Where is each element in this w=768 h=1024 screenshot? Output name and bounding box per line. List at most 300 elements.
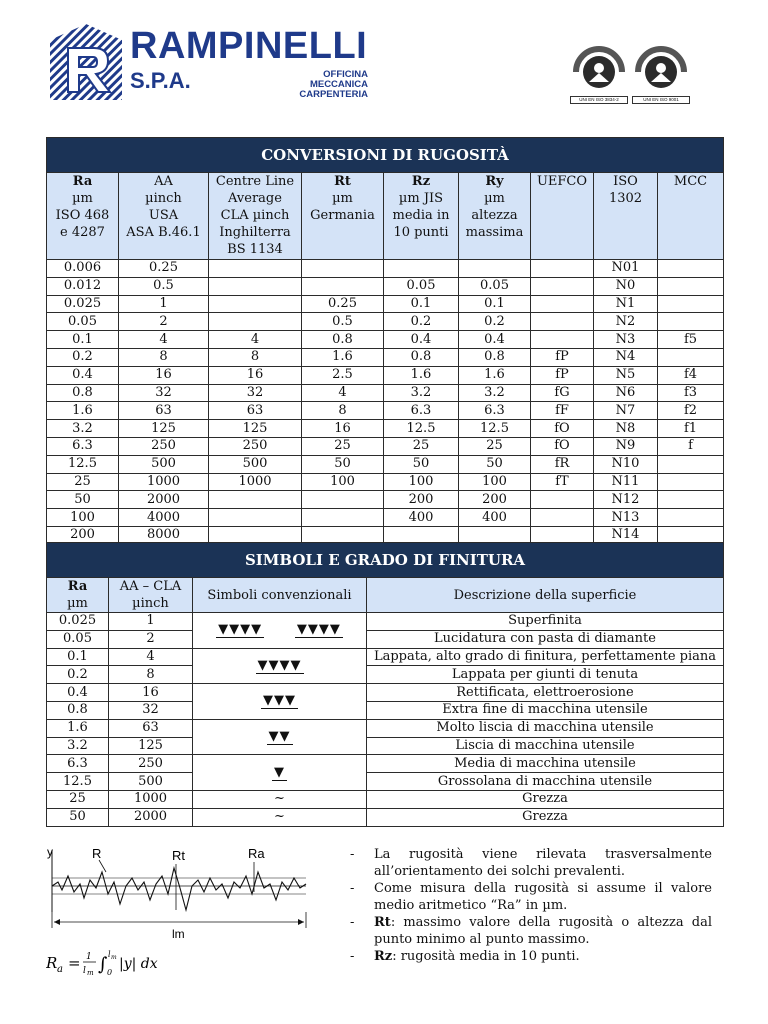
- table-cell: 250: [109, 755, 193, 773]
- table-cell: N4: [594, 348, 658, 366]
- table-cell: 0.05: [47, 630, 109, 648]
- svg-text:a: a: [57, 964, 63, 975]
- table-cell: 1.6: [302, 348, 384, 366]
- table-cell: 0.4: [459, 331, 531, 349]
- table-cell: fR: [531, 455, 594, 473]
- finish-symbol-cell: ~: [193, 790, 367, 808]
- table-cell: 1.6: [47, 402, 119, 420]
- table-cell: 1.6: [459, 366, 531, 384]
- table-cell: 1000: [109, 790, 193, 808]
- table-cell: 25: [459, 437, 531, 455]
- column-header-line: e 4287: [60, 225, 105, 240]
- brand-name: RAMPINELLI: [130, 25, 368, 67]
- table-cell: 100: [384, 473, 459, 491]
- surface-description: Lucidatura con pasta di diamante: [367, 630, 724, 648]
- header-label: AA – CLA: [119, 579, 182, 594]
- certification-badge: [632, 42, 690, 104]
- table-cell: 0.8: [302, 331, 384, 349]
- note-item: [350, 948, 712, 965]
- table-cell: 0.05: [459, 277, 531, 295]
- svg-text:=: =: [68, 954, 81, 972]
- table-row: [47, 384, 724, 402]
- table-row: [47, 630, 724, 648]
- table-cell: 2000: [109, 808, 193, 826]
- table-cell: 200: [47, 526, 119, 544]
- column-header: [384, 173, 459, 260]
- table-cell: N6: [594, 384, 658, 402]
- column-header-symbol: Rz: [411, 174, 431, 189]
- header-unit: µm: [67, 596, 88, 611]
- svg-text:m: m: [87, 969, 94, 977]
- table-cell: [302, 491, 384, 509]
- table-cell: N11: [594, 473, 658, 491]
- table-cell: 0.2: [459, 313, 531, 331]
- table-cell: [531, 313, 594, 331]
- brand-tagline: [294, 70, 368, 100]
- table-cell: fT: [531, 473, 594, 491]
- table-cell: 250: [209, 437, 302, 455]
- table-cell: 25: [302, 437, 384, 455]
- column-header-line: media in: [392, 208, 450, 223]
- table-cell: 4: [109, 648, 193, 666]
- svg-text:|y| dx: |y| dx: [119, 956, 158, 972]
- tagline-line: OFFICINA: [323, 69, 368, 80]
- note-term: Rz: [374, 949, 393, 964]
- table-cell: 0.25: [302, 295, 384, 313]
- certification-badge: [570, 42, 628, 104]
- finish-symbol-icon: ▼▼▼: [263, 693, 296, 709]
- table-cell: N5: [594, 366, 658, 384]
- table-cell: 0.05: [47, 313, 119, 331]
- finish-symbols-table: [46, 542, 724, 827]
- table-cell: 0.8: [384, 348, 459, 366]
- finish-symbol-icon: ▼▼▼▼: [218, 622, 263, 638]
- table-cell: N10: [594, 455, 658, 473]
- table-cell: 6.3: [47, 437, 119, 455]
- r-label: R: [92, 846, 102, 861]
- table-cell: 0.1: [47, 331, 119, 349]
- table-cell: [658, 455, 724, 473]
- column-header-line: altezza: [471, 208, 518, 223]
- table-cell: 100: [459, 473, 531, 491]
- table-cell: f1: [658, 420, 724, 438]
- table-cell: [531, 491, 594, 509]
- rt-label: Rt: [172, 848, 185, 863]
- table-cell: 25: [47, 790, 109, 808]
- table-cell: N0: [594, 277, 658, 295]
- table-cell: N1: [594, 295, 658, 313]
- header-label: Ra: [67, 579, 88, 594]
- table-cell: [658, 313, 724, 331]
- finish-symbol-cell: [193, 684, 367, 720]
- table-cell: 0.025: [47, 295, 119, 313]
- table-cell: [209, 313, 302, 331]
- column-header-line: ISO 468: [55, 208, 110, 223]
- table-cell: 0.025: [47, 613, 109, 631]
- column-header-line: µm: [72, 191, 93, 206]
- column-header: [209, 173, 302, 260]
- leader-line: [99, 860, 106, 872]
- tagline-line: MECCANICA: [309, 79, 368, 90]
- svg-text:0: 0: [107, 968, 113, 977]
- table-cell: f2: [658, 402, 724, 420]
- table-cell: [302, 509, 384, 527]
- table-cell: 200: [459, 491, 531, 509]
- note-term: Rt: [374, 915, 391, 930]
- table-cell: 32: [119, 384, 209, 402]
- table-row: [47, 755, 724, 773]
- table-row: [47, 509, 724, 527]
- certification-seal-icon: [570, 42, 628, 92]
- table-cell: 0.8: [47, 384, 119, 402]
- surface-description: Media di macchina utensile: [367, 755, 724, 773]
- table-cell: N14: [594, 526, 658, 544]
- column-header-line: µm: [332, 191, 353, 206]
- table-cell: f3: [658, 384, 724, 402]
- table-cell: f4: [658, 366, 724, 384]
- surface-description: Grossolana di macchina utensile: [367, 773, 724, 791]
- table-cell: N9: [594, 437, 658, 455]
- surface-description: Grezza: [367, 790, 724, 808]
- table-cell: 1000: [209, 473, 302, 491]
- column-header-line: µm JIS: [398, 191, 444, 206]
- table-row: [47, 648, 724, 666]
- bullet-dash: -: [350, 949, 355, 964]
- roughness-conversion-table: [46, 137, 724, 545]
- table-cell: [531, 260, 594, 278]
- surface-description: Liscia di macchina utensile: [367, 737, 724, 755]
- table-cell: 12.5: [384, 420, 459, 438]
- table-cell: 6.3: [384, 402, 459, 420]
- table-cell: [531, 277, 594, 295]
- table-row: [47, 737, 724, 755]
- svg-text:m: m: [111, 954, 117, 961]
- column-header: [594, 173, 658, 260]
- table-cell: 125: [209, 420, 302, 438]
- table-cell: 3.2: [459, 384, 531, 402]
- table-cell: [658, 509, 724, 527]
- table-cell: 0.2: [47, 666, 109, 684]
- surface-description: Extra fine di macchina utensile: [367, 701, 724, 719]
- header-symbols: Simboli convenzionali: [193, 578, 367, 613]
- column-header-line: µm: [484, 191, 505, 206]
- svg-text:l: l: [108, 950, 111, 959]
- table-header-row: [47, 173, 724, 260]
- ra-formula: [46, 948, 176, 984]
- table-cell: 0.1: [459, 295, 531, 313]
- table-cell: 50: [302, 455, 384, 473]
- surface-description: Lappata per giunti di tenuta: [367, 666, 724, 684]
- y-axis-label: y: [47, 845, 53, 859]
- table-cell: N13: [594, 509, 658, 527]
- table-cell: [209, 509, 302, 527]
- table-cell: 8: [109, 666, 193, 684]
- table-cell: [531, 331, 594, 349]
- table-cell: fP: [531, 348, 594, 366]
- company-logo: [46, 22, 376, 104]
- table-cell: f5: [658, 331, 724, 349]
- table-row: [47, 348, 724, 366]
- table-cell: 4: [119, 331, 209, 349]
- column-header-line: µinch: [145, 191, 182, 206]
- column-header: [658, 173, 724, 260]
- table-cell: 2: [109, 630, 193, 648]
- table-cell: 100: [302, 473, 384, 491]
- table-cell: fO: [531, 437, 594, 455]
- note-text: La rugosità viene rilevata trasversalmente all’orientamento dei solchi prevalenti.: [374, 847, 712, 879]
- column-header-line: AA: [154, 174, 173, 189]
- column-header-line: ISO: [613, 174, 638, 189]
- table-cell: 0.4: [47, 366, 119, 384]
- notes-list: [350, 846, 712, 965]
- column-header-line: BS 1134: [227, 242, 283, 257]
- surface-description: Superfinita: [367, 613, 724, 631]
- surface-description: Rettificata, elettroerosione: [367, 684, 724, 702]
- table-cell: 0.2: [47, 348, 119, 366]
- table-cell: 2.5: [302, 366, 384, 384]
- table-cell: 63: [209, 402, 302, 420]
- column-header-line: massima: [465, 225, 524, 240]
- table-cell: 32: [209, 384, 302, 402]
- column-header-symbol: Rt: [334, 174, 351, 189]
- table-title: CONVERSIONI DI RUGOSITÀ: [47, 138, 724, 173]
- column-header-symbol: Ry: [485, 174, 504, 189]
- table-cell: 6.3: [459, 402, 531, 420]
- cert-label: UNI EN ISO 9001: [632, 96, 690, 104]
- table-cell: N7: [594, 402, 658, 420]
- table-cell: 125: [119, 420, 209, 438]
- table-cell: 8000: [119, 526, 209, 544]
- surface-description: Lappata, alto grado di finitura, perfettamente piana: [367, 648, 724, 666]
- table-cell: 0.25: [119, 260, 209, 278]
- column-header: [302, 173, 384, 260]
- finish-symbol-cell: [193, 719, 367, 755]
- header-ra: [47, 578, 109, 613]
- svg-text:1: 1: [86, 952, 92, 962]
- column-header-line: Average: [228, 191, 282, 206]
- column-header: [47, 173, 119, 260]
- table-cell: 3.2: [47, 420, 119, 438]
- note-item: [350, 846, 712, 880]
- column-header-line: USA: [148, 208, 179, 223]
- column-header-line: MCC: [673, 174, 708, 189]
- table-row: [47, 331, 724, 349]
- table-cell: 6.3: [47, 755, 109, 773]
- table-cell: N01: [594, 260, 658, 278]
- table-cell: N2: [594, 313, 658, 331]
- table-cell: [658, 473, 724, 491]
- table-cell: 16: [109, 684, 193, 702]
- column-header-line: CLA µinch: [220, 208, 290, 223]
- table-cell: [209, 295, 302, 313]
- table-cell: 12.5: [459, 420, 531, 438]
- finish-symbol-cell: [193, 648, 367, 684]
- column-header-line: ASA B.46.1: [126, 225, 201, 240]
- table-cell: 0.4: [47, 684, 109, 702]
- table-cell: 0.05: [384, 277, 459, 295]
- table-cell: fP: [531, 366, 594, 384]
- note-text: : massimo valore della rugosità o altezza dal punto minimo al punto massimo.: [374, 915, 712, 947]
- column-header: [531, 173, 594, 260]
- table-cell: 50: [459, 455, 531, 473]
- table-cell: 0.5: [119, 277, 209, 295]
- table-row: [47, 455, 724, 473]
- table-row: [47, 613, 724, 631]
- roughness-profile-curve: [52, 868, 306, 910]
- table-cell: fO: [531, 420, 594, 438]
- roughness-profile-diagram: [44, 842, 314, 944]
- table-cell: 250: [119, 437, 209, 455]
- table-cell: 3.2: [384, 384, 459, 402]
- table-cell: [531, 295, 594, 313]
- table-row: [47, 666, 724, 684]
- table-row: [47, 402, 724, 420]
- column-header-line: Inghilterra: [219, 225, 291, 240]
- bullet-dash: -: [350, 881, 355, 896]
- finish-symbol-icon: ▼: [274, 764, 285, 780]
- table-cell: 400: [459, 509, 531, 527]
- table-cell: [531, 509, 594, 527]
- table-cell: 1.6: [384, 366, 459, 384]
- table-row: [47, 437, 724, 455]
- svg-text:l: l: [83, 966, 86, 976]
- column-header: [459, 173, 531, 260]
- table-row: [47, 719, 724, 737]
- header-description: Descrizione della superficie: [367, 578, 724, 613]
- ra-formula-glyphs: [46, 948, 176, 980]
- table-cell: 63: [119, 402, 209, 420]
- table-row: [47, 277, 724, 295]
- table-cell: [384, 260, 459, 278]
- table-cell: [209, 260, 302, 278]
- table-cell: 2: [119, 313, 209, 331]
- table-cell: [658, 295, 724, 313]
- table-cell: 0.006: [47, 260, 119, 278]
- table-row: [47, 260, 724, 278]
- table-cell: 4: [302, 384, 384, 402]
- column-header-line: UEFCO: [536, 174, 588, 189]
- table-cell: [658, 491, 724, 509]
- table-cell: 4: [209, 331, 302, 349]
- ra-label: Ra: [248, 846, 265, 861]
- bullet-dash: -: [350, 847, 355, 862]
- table-cell: 50: [384, 455, 459, 473]
- table-cell: 16: [119, 366, 209, 384]
- table-cell: N8: [594, 420, 658, 438]
- finish-symbol-icon: ▼▼▼▼: [296, 622, 341, 638]
- header-aa: [109, 578, 193, 613]
- table-cell: 0.1: [47, 648, 109, 666]
- surface-description: Molto liscia di macchina utensile: [367, 719, 724, 737]
- surface-description: Grezza: [367, 808, 724, 826]
- table-row: [47, 808, 724, 826]
- table-cell: 400: [384, 509, 459, 527]
- column-header-line: 10 punti: [393, 225, 449, 240]
- table-cell: 1.6: [47, 719, 109, 737]
- column-header-line: 1302: [608, 191, 643, 206]
- table-cell: 500: [119, 455, 209, 473]
- table-cell: 100: [47, 509, 119, 527]
- table-cell: 2000: [119, 491, 209, 509]
- table-cell: 3.2: [47, 737, 109, 755]
- column-header: [119, 173, 209, 260]
- table-cell: 0.2: [384, 313, 459, 331]
- svg-text:∫: ∫: [98, 954, 108, 975]
- bullet-dash: -: [350, 915, 355, 930]
- table-cell: fF: [531, 402, 594, 420]
- table-cell: 16: [302, 420, 384, 438]
- table-cell: 25: [384, 437, 459, 455]
- note-item: [350, 914, 712, 948]
- table-cell: fG: [531, 384, 594, 402]
- note-text: Come misura della rugosità si assume il valore medio aritmetico “Ra” in µm.: [374, 881, 712, 913]
- table-cell: 25: [47, 473, 119, 491]
- table-title: SIMBOLI E GRADO DI FINITURA: [47, 543, 724, 578]
- tagline-line: CARPENTERIA: [299, 89, 368, 100]
- finish-symbol-icon: ▼▼: [268, 729, 291, 745]
- table-cell: N3: [594, 331, 658, 349]
- table-cell: 0.1: [384, 295, 459, 313]
- table-cell: 4000: [119, 509, 209, 527]
- note-text: : rugosità media in 10 punti.: [392, 949, 580, 964]
- finish-symbol-cell: [193, 613, 367, 649]
- table-row: [47, 684, 724, 702]
- table-cell: 200: [384, 491, 459, 509]
- table-row: [47, 366, 724, 384]
- table-row: [47, 420, 724, 438]
- finish-symbol-cell: ~: [193, 808, 367, 826]
- table-cell: 0.8: [459, 348, 531, 366]
- finish-symbol-cell: [193, 755, 367, 791]
- header-unit: µinch: [132, 596, 169, 611]
- table-cell: 1: [109, 613, 193, 631]
- table-cell: 0.8: [47, 701, 109, 719]
- svg-text:R: R: [46, 954, 58, 972]
- table-header-row: [47, 578, 724, 613]
- table-cell: 63: [109, 719, 193, 737]
- table-cell: [658, 277, 724, 295]
- table-cell: 0.5: [302, 313, 384, 331]
- table-cell: 0.4: [384, 331, 459, 349]
- table-cell: [302, 260, 384, 278]
- table-cell: [658, 260, 724, 278]
- table-cell: 32: [109, 701, 193, 719]
- table-cell: 50: [47, 808, 109, 826]
- table-row: [47, 491, 724, 509]
- table-cell: 50: [47, 491, 119, 509]
- table-cell: 0.012: [47, 277, 119, 295]
- table-cell: f: [658, 437, 724, 455]
- table-cell: 8: [209, 348, 302, 366]
- table-cell: 8: [119, 348, 209, 366]
- table-cell: 125: [109, 737, 193, 755]
- table-cell: 8: [302, 402, 384, 420]
- table-cell: 500: [109, 773, 193, 791]
- table-cell: 16: [209, 366, 302, 384]
- column-header-line: Centre Line: [215, 174, 295, 189]
- cert-label: UNI EN ISO 3834-2: [570, 96, 628, 104]
- table-cell: N12: [594, 491, 658, 509]
- table-row: [47, 790, 724, 808]
- table-cell: [459, 260, 531, 278]
- certification-seal-icon: [632, 42, 690, 92]
- table-row: [47, 473, 724, 491]
- table-cell: [302, 277, 384, 295]
- column-header-line: Germania: [310, 208, 375, 223]
- table-cell: 12.5: [47, 455, 119, 473]
- table-cell: [209, 491, 302, 509]
- finish-symbol-icon: ▼▼▼▼: [257, 657, 302, 673]
